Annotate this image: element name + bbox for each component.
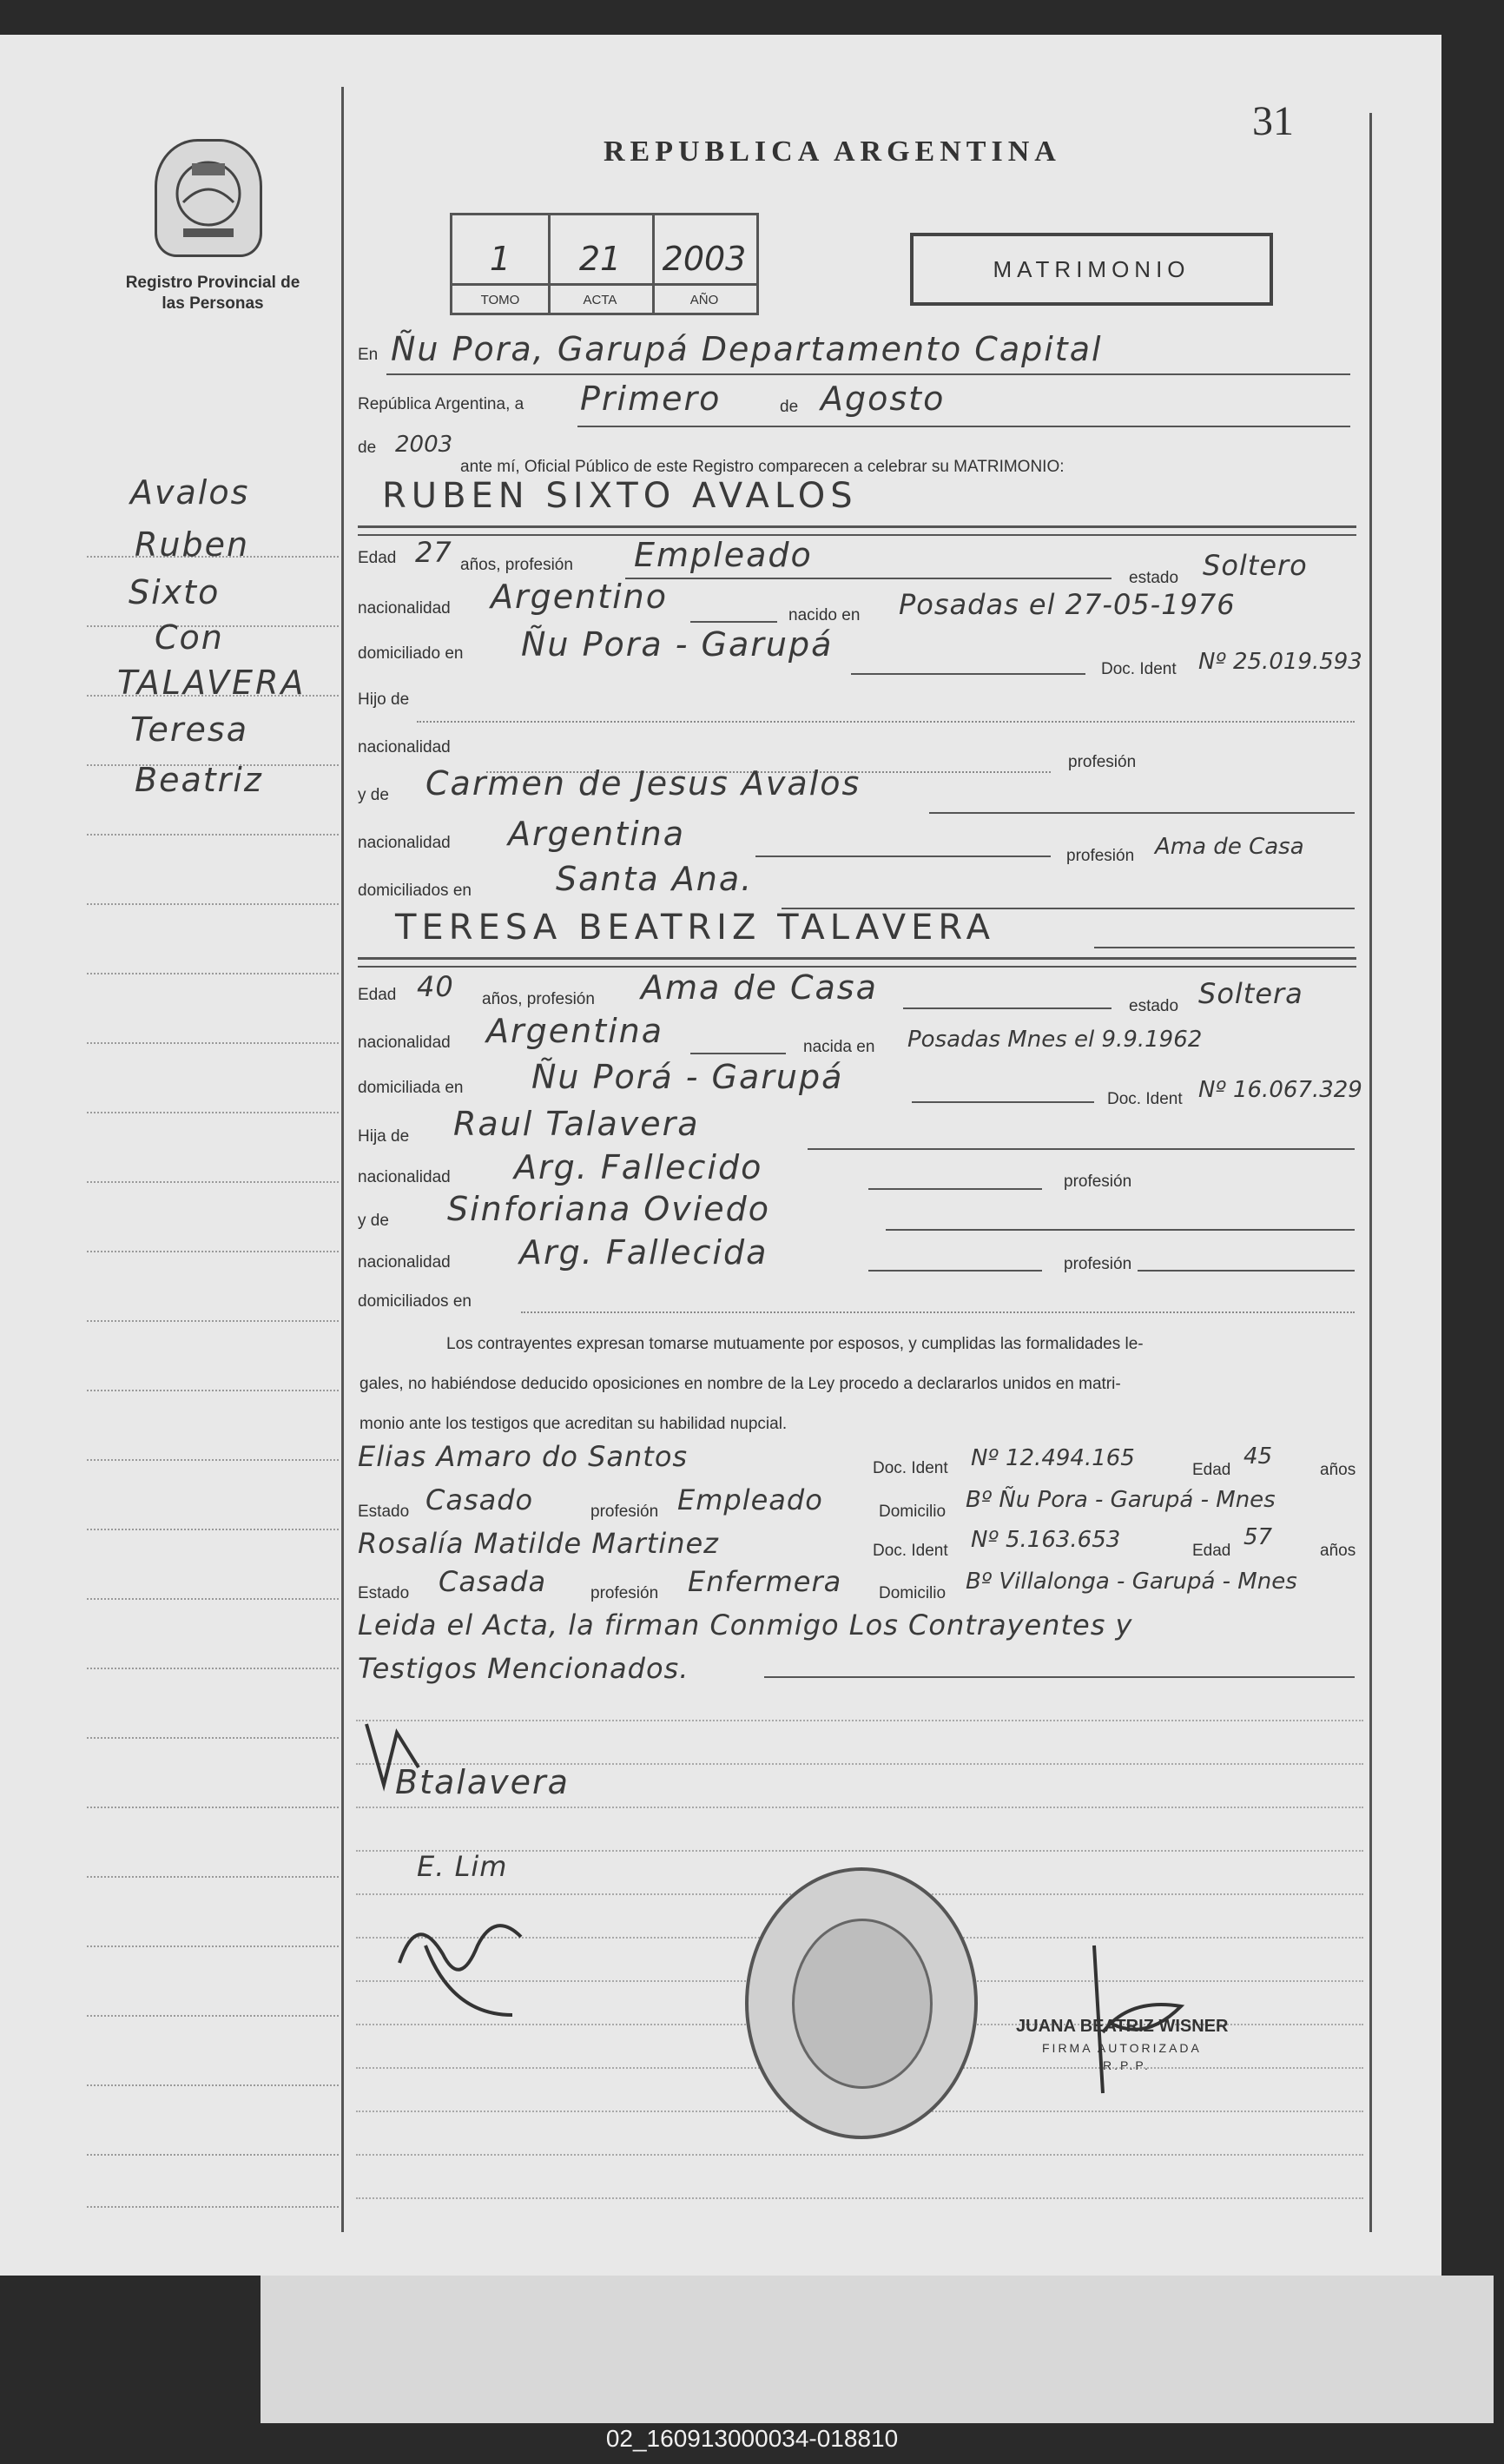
month-value: Agosto bbox=[821, 380, 946, 418]
page-edge bbox=[261, 2276, 1494, 2423]
bride-doc-label: Doc. Ident bbox=[1107, 1090, 1183, 1108]
tomo-acta-anio-box bbox=[450, 213, 759, 315]
witness2-age: 57 bbox=[1243, 1524, 1273, 1550]
bride-father-nationality: Arg. Fallecido bbox=[514, 1148, 763, 1186]
declaration-line-3: monio ante los testigos que acreditan su habilidad nupcial. bbox=[360, 1415, 788, 1433]
republica-label: República Argentina, a bbox=[358, 395, 524, 413]
closing-line-2: Testigos Mencionados. bbox=[358, 1652, 689, 1685]
bride-mother: Sinforiana Oviedo bbox=[447, 1190, 771, 1228]
anio-label: AÑO bbox=[689, 293, 719, 307]
witness1-name: Elias Amaro do Santos bbox=[358, 1440, 689, 1473]
declaration-line-1: Los contrayentes expresan tomarse mutuamente por esposos, y cumplidas las formalidades le- bbox=[446, 1335, 1144, 1353]
groom-profession: Empleado bbox=[634, 536, 813, 574]
groom-nationality: Argentino bbox=[491, 578, 668, 616]
groom-domiciliado-label: domiciliado en bbox=[358, 644, 464, 663]
witness1-edad-label: Edad bbox=[1192, 1461, 1231, 1479]
groom-birth: Posadas el 27-05-1976 bbox=[899, 588, 1236, 621]
witness2-anos-label: años bbox=[1320, 1542, 1356, 1560]
en-label: En bbox=[358, 346, 379, 364]
signature-witness1: E. Lim bbox=[417, 1850, 508, 1883]
bride-age: 40 bbox=[417, 970, 454, 1003]
scribble-signature-icon bbox=[382, 1893, 538, 2024]
groom-doc: Nº 25.019.593 bbox=[1198, 649, 1362, 675]
bride-birth: Posadas Mnes el 9.9.1962 bbox=[907, 1027, 1203, 1053]
bride-domiciliados-label: domiciliados en bbox=[358, 1292, 472, 1311]
witness2-domicilio-label: Domicilio bbox=[879, 1584, 947, 1602]
bride-father: Raul Talavera bbox=[453, 1105, 700, 1143]
groom-domicile: Ñu Pora - Garupá bbox=[521, 625, 834, 664]
page-number: 31 bbox=[1252, 98, 1294, 144]
groom-nacido-label: nacido en bbox=[788, 606, 861, 624]
witness1-anos-label: años bbox=[1320, 1461, 1356, 1479]
bride-mother-profesion-label: profesión bbox=[1064, 1255, 1132, 1273]
official-sub: R.P.P. bbox=[1103, 2058, 1151, 2072]
bride-father-nacionalidad-label: nacionalidad bbox=[358, 1168, 451, 1186]
witness1-civil-status: Casado bbox=[425, 1483, 534, 1516]
bride-name: TERESA BEATRIZ TALAVERA bbox=[395, 908, 995, 948]
official-signature-icon bbox=[1077, 1928, 1198, 2102]
witness2-estado-label: Estado bbox=[358, 1584, 410, 1602]
bride-edad-label: Edad bbox=[358, 986, 397, 1004]
witness2-profession: Enfermera bbox=[688, 1565, 842, 1598]
bride-domiciliada-label: domiciliada en bbox=[358, 1079, 464, 1097]
tomo-value: 1 bbox=[489, 240, 511, 278]
bride-civil-status: Soltera bbox=[1198, 977, 1303, 1010]
witness2-doc: Nº 5.163.653 bbox=[971, 1527, 1121, 1553]
place-value: Ñu Pora, Garupá Departamento Capital bbox=[391, 330, 1103, 368]
witness1-age: 45 bbox=[1243, 1443, 1273, 1470]
bride-estado-label: estado bbox=[1129, 997, 1179, 1015]
year-value: 2003 bbox=[395, 432, 453, 458]
groom-mother-profession: Ama de Casa bbox=[1155, 834, 1304, 860]
bride-mother-nationality: Arg. Fallecida bbox=[519, 1233, 768, 1272]
witness2-domicile: Bº Villalonga - Garupá - Mnes bbox=[966, 1569, 1297, 1595]
tomo-label: TOMO bbox=[480, 293, 520, 307]
witness2-name: Rosalía Matilde Martinez bbox=[358, 1527, 719, 1560]
acta-label: ACTA bbox=[583, 293, 617, 307]
bride-nacionalidad-label: nacionalidad bbox=[358, 1034, 451, 1052]
groom-age: 27 bbox=[415, 536, 452, 569]
province-seal-icon bbox=[155, 139, 262, 257]
image-caption: 02_160913000034-018810 bbox=[605, 2425, 899, 2452]
groom-edad-label: Edad bbox=[358, 549, 397, 567]
day-value: Primero bbox=[580, 380, 722, 418]
witness2-doc-label: Doc. Ident bbox=[873, 1542, 948, 1560]
bride-mother-nacionalidad-label: nacionalidad bbox=[358, 1253, 451, 1272]
de2-label: de bbox=[358, 439, 377, 457]
signature-witness2 bbox=[382, 1893, 538, 2028]
bride-nationality: Argentina bbox=[486, 1012, 664, 1050]
bride-profession: Ama de Casa bbox=[641, 968, 878, 1007]
groom-mother-nationality: Argentina bbox=[508, 815, 686, 853]
groom-domiciliados-label: domiciliados en bbox=[358, 882, 472, 900]
groom-profesion-label: años, profesión bbox=[460, 556, 573, 574]
groom-mother: Carmen de Jesus Avalos bbox=[425, 764, 861, 803]
anio-value: 2003 bbox=[662, 240, 747, 278]
groom-name: RUBEN SIXTO AVALOS bbox=[382, 476, 858, 516]
witness1-doc-label: Doc. Ident bbox=[873, 1459, 948, 1477]
groom-civil-status: Soltero bbox=[1203, 549, 1308, 582]
witness1-doc: Nº 12.494.165 bbox=[971, 1445, 1135, 1471]
bride-father-profesion-label: profesión bbox=[1064, 1173, 1132, 1191]
registry-name: Registro Provincial de las Personas bbox=[125, 274, 300, 313]
de-label: de bbox=[780, 398, 799, 416]
groom-father-profesion-label: profesión bbox=[1068, 753, 1137, 771]
groom-mother-nacionalidad-label: nacionalidad bbox=[358, 834, 451, 852]
signature-bride: Btalavera bbox=[395, 1763, 570, 1801]
matrimonio-box: MATRIMONIO bbox=[910, 233, 1273, 306]
margin-rule bbox=[341, 87, 344, 2232]
bride-nacida-label: nacida en bbox=[803, 1038, 875, 1056]
country-heading: REPUBLICA ARGENTINA bbox=[604, 135, 1061, 168]
closing-line-1: Leida el Acta, la firman Conmigo Los Contrayentes y bbox=[358, 1609, 1133, 1642]
declaration-line-2: gales, no habiéndose deducido oposiciones en nombre de la Ley procedo a declararlos unidos en matri- bbox=[360, 1375, 1121, 1393]
witness2-civil-status: Casada bbox=[439, 1565, 547, 1598]
official-name: JUANA BEATRIZ WISNER bbox=[1016, 2017, 1229, 2036]
official-title: FIRMA AUTORIZADA bbox=[1042, 2041, 1202, 2055]
bride-hija-label: Hija de bbox=[358, 1127, 410, 1146]
groom-yde-label: y de bbox=[358, 786, 389, 804]
groom-mother-profesion-label: profesión bbox=[1066, 847, 1135, 865]
acta-value: 21 bbox=[578, 240, 622, 278]
witness1-domicilio-label: Domicilio bbox=[879, 1503, 947, 1521]
witness2-profesion-label: profesión bbox=[590, 1584, 659, 1602]
bride-yde-label: y de bbox=[358, 1212, 389, 1230]
bride-doc: Nº 16.067.329 bbox=[1198, 1077, 1362, 1103]
groom-estado-label: estado bbox=[1129, 569, 1179, 587]
witness1-estado-label: Estado bbox=[358, 1503, 410, 1521]
bride-domicile: Ñu Porá - Garupá bbox=[531, 1058, 844, 1096]
witness1-profesion-label: profesión bbox=[590, 1503, 659, 1521]
groom-parents-domicile: Santa Ana. bbox=[556, 860, 754, 898]
official-stamp-icon bbox=[745, 1867, 978, 2139]
witness1-profession: Empleado bbox=[677, 1483, 823, 1516]
witness2-edad-label: Edad bbox=[1192, 1542, 1231, 1560]
declaration-paragraph bbox=[360, 1324, 1358, 1444]
right-rule bbox=[1369, 113, 1372, 2232]
bride-profesion-label: años, profesión bbox=[482, 990, 595, 1008]
groom-hijo-label: Hijo de bbox=[358, 690, 410, 709]
groom-father-nacionalidad-label: nacionalidad bbox=[358, 738, 451, 756]
groom-doc-label: Doc. Ident bbox=[1101, 660, 1177, 678]
witness1-domicile: Bº Ñu Pora - Garupá - Mnes bbox=[966, 1487, 1276, 1513]
ante-text: ante mí, Oficial Público de este Registro comparecen a celebrar su MATRIMONIO: bbox=[460, 458, 1065, 476]
groom-nacionalidad-label: nacionalidad bbox=[358, 599, 451, 618]
